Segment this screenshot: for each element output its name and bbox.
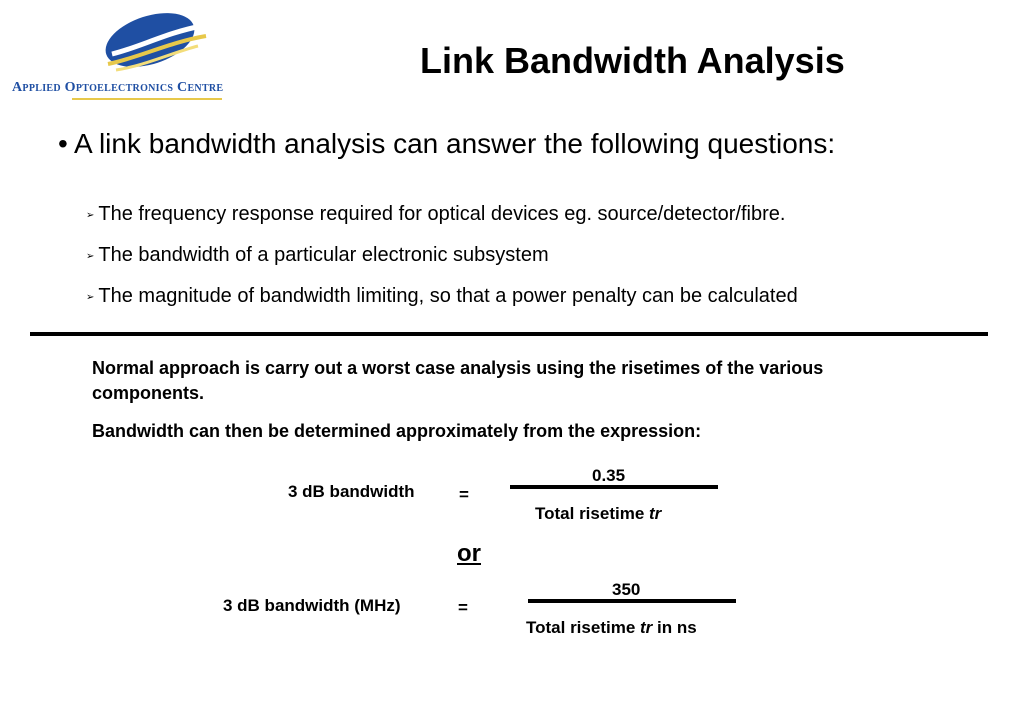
formula2-lhs: 3 dB bandwidth (MHz) [223,596,401,615]
formula2-denominator-var: tr [640,618,653,637]
divider [30,332,988,336]
logo-underline [72,98,222,100]
paragraph-expression: Bandwidth can then be determined approximately from the expression: [92,421,702,441]
logo-text: Applied Optoelectronics Centre [12,80,224,95]
formula1-denominator-text: Total risetime [535,504,645,523]
list-item-text: The frequency response required for optical devices eg. source/detector/fibre. [98,203,786,225]
or-label: or [457,540,481,567]
intro-bullet: • A link bandwidth analysis can answer the following questions: [58,128,836,159]
page-title: Link Bandwidth Analysis [420,40,845,81]
formula1-equals: = [459,485,469,504]
arrowhead-icon: ➢ [86,210,95,221]
formula2-equals: = [458,598,468,617]
formula2-denominator [526,618,697,638]
formula2-denominator-text: Total risetime [526,618,636,637]
formula1-numerator: 0.35 [592,466,626,485]
formula1-fraction-bar [510,485,718,489]
paragraph-approach: Normal approach is carry out a worst case analysis using the risetimes of the various components. [92,358,824,403]
list-item-text: The bandwidth of a particular electronic subsystem [98,244,549,266]
list-item [86,244,798,285]
formula2-numerator: 350 [612,580,641,599]
formula1-lhs: 3 dB bandwidth [288,482,415,501]
arrowhead-icon: ➢ [86,292,95,303]
formula2-denominator-suffix: in ns [657,618,697,637]
bullet-list [86,203,798,326]
arrowhead-icon: ➢ [86,251,95,262]
logo-emblem-icon [98,8,208,80]
logo [8,8,288,108]
list-item-text: The magnitude of bandwidth limiting, so that a power penalty can be calculated [98,285,798,307]
formula2-fraction-bar [528,599,736,603]
formula1-denominator-var: tr [649,504,662,523]
list-item [86,285,798,326]
list-item [86,203,798,244]
formula1-denominator [535,504,661,524]
